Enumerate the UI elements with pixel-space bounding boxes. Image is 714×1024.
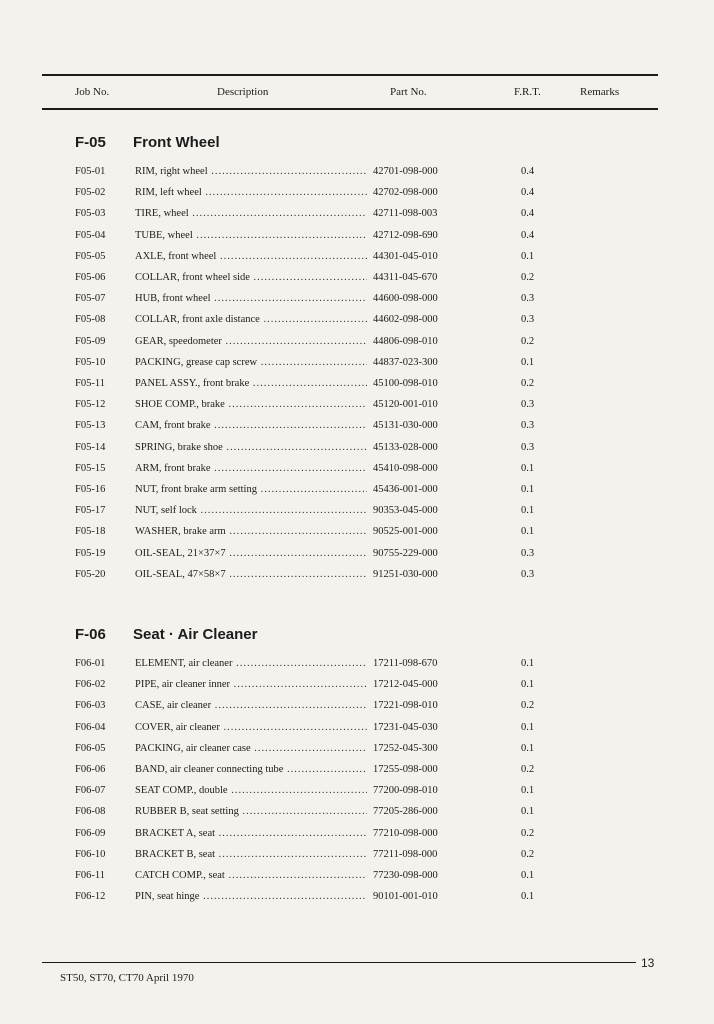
table-row — [0, 208, 714, 230]
frt-value: 0.1 — [521, 484, 535, 495]
description: SPRING, brake shoe ..... — [135, 442, 367, 453]
table-row — [0, 484, 714, 506]
table-row — [0, 399, 714, 421]
table-row — [0, 891, 714, 913]
frt-value: 0.2 — [521, 700, 535, 712]
description: ELEMENT, air cleaner ..... — [135, 658, 367, 669]
frt-value: 0.2 — [521, 848, 535, 860]
part-number: 17212-045-000 — [373, 679, 438, 691]
job-number: F05-07 — [75, 293, 106, 305]
part-number: 42711-098-003 — [373, 208, 438, 220]
frt-value: 0.4 — [521, 187, 535, 199]
table-row — [0, 187, 714, 209]
description: RIM, right wheel ..... — [135, 166, 367, 177]
part-number: 90755-229-000 — [373, 547, 438, 559]
part-number: 42701-098-000 — [373, 166, 438, 177]
table-row — [0, 722, 714, 744]
part-number: 45410-098-000 — [373, 462, 438, 474]
job-number: F06-03 — [75, 700, 106, 712]
frt-value: 0.1 — [521, 785, 535, 797]
part-number: 77205-286-000 — [373, 806, 438, 818]
job-number: F05-18 — [75, 526, 106, 538]
section-title — [75, 134, 220, 151]
description: WASHER, brake arm ..... — [135, 526, 367, 537]
job-number: F05-13 — [75, 420, 106, 432]
frt-value: 0.4 — [521, 166, 535, 177]
frt-value: 0.2 — [521, 764, 535, 775]
page-number: 13 — [641, 956, 655, 970]
table-row — [0, 357, 714, 379]
table-row — [0, 505, 714, 527]
frt-value: 0.3 — [521, 293, 535, 305]
table-row — [0, 442, 714, 464]
description: TUBE, wheel ..... — [135, 230, 367, 241]
part-number: 45133-028-000 — [373, 441, 438, 453]
part-number: 44806-098-010 — [373, 335, 438, 347]
table-row — [0, 314, 714, 336]
job-number: F05-01 — [75, 166, 106, 177]
description: OIL-SEAL, 21×37×7 ..... — [135, 548, 367, 559]
part-number: 45131-030-000 — [373, 420, 438, 432]
frt-value: 0.1 — [521, 526, 535, 538]
description: RUBBER B, seat setting ..... — [135, 806, 367, 817]
job-number: F05-06 — [75, 272, 106, 283]
table-row — [0, 378, 714, 400]
job-number: F06-01 — [75, 658, 106, 669]
job-number: F05-11 — [75, 378, 105, 389]
part-number: 90101-001-010 — [373, 891, 438, 903]
description: SHOE COMP., brake ..... — [135, 399, 367, 410]
job-number: F05-12 — [75, 399, 106, 411]
table-row — [0, 251, 714, 273]
job-number: F06-06 — [75, 764, 106, 775]
job-number: F05-10 — [75, 356, 106, 368]
header-part-no: Part No. — [390, 86, 427, 98]
description: AXLE, front wheel ..... — [135, 251, 367, 262]
part-number: 45100-098-010 — [373, 378, 438, 389]
part-number: 77230-098-000 — [373, 870, 438, 881]
description: OIL-SEAL, 47×58×7 ..... — [135, 569, 367, 580]
part-number: 17252-045-300 — [373, 742, 438, 754]
description: PIN, seat hinge ..... — [135, 891, 367, 902]
frt-value: 0.3 — [521, 568, 535, 580]
part-number: 77210-098-000 — [373, 827, 438, 839]
part-number: 42712-098-690 — [373, 229, 438, 241]
table-row — [0, 463, 714, 485]
header-frt: F.R.T. — [514, 86, 541, 98]
description: CATCH COMP., seat ..... — [135, 870, 367, 881]
table-row — [0, 785, 714, 807]
table-row — [0, 700, 714, 722]
description: SEAT COMP., double ..... — [135, 785, 367, 796]
part-number: 91251-030-000 — [373, 568, 438, 580]
job-number: F06-02 — [75, 679, 106, 691]
description: PANEL ASSY., front brake ..... — [135, 378, 367, 389]
frt-value: 0.4 — [521, 208, 535, 220]
header-top-rule — [42, 74, 658, 76]
frt-value: 0.3 — [521, 547, 535, 559]
part-number: 17231-045-030 — [373, 721, 438, 733]
description: BAND, air cleaner connecting tube ..... — [135, 764, 367, 775]
frt-value: 0.1 — [521, 658, 535, 669]
table-row — [0, 743, 714, 765]
frt-value: 0.2 — [521, 378, 535, 389]
section-name: Seat · Air Cleaner — [133, 626, 258, 643]
job-number: F06-09 — [75, 827, 106, 839]
part-number: 44837-023-300 — [373, 356, 438, 368]
frt-value: 0.1 — [521, 870, 535, 881]
frt-value: 0.3 — [521, 314, 535, 326]
description: RIM, left wheel ..... — [135, 187, 367, 198]
description: PACKING, air cleaner case ..... — [135, 743, 367, 754]
frt-value: 0.2 — [521, 827, 535, 839]
part-number: 44301-045-010 — [373, 250, 438, 262]
frt-value: 0.1 — [521, 721, 535, 733]
description: COLLAR, front wheel side ..... — [135, 272, 367, 283]
job-number: F05-05 — [75, 250, 106, 262]
job-number: F05-02 — [75, 187, 106, 199]
job-number: F06-07 — [75, 785, 106, 797]
job-number: F05-16 — [75, 484, 106, 495]
part-number: 44311-045-670 — [373, 272, 438, 283]
job-number: F05-03 — [75, 208, 106, 220]
description: COLLAR, front axle distance ..... — [135, 314, 367, 325]
job-number: F06-08 — [75, 806, 106, 818]
header-bottom-rule — [42, 108, 658, 110]
table-row — [0, 828, 714, 850]
frt-value: 0.1 — [521, 505, 535, 517]
frt-value: 0.3 — [521, 420, 535, 432]
section-code: F-06 — [75, 626, 106, 643]
table-row — [0, 272, 714, 294]
part-number: 17211-098-670 — [373, 658, 438, 669]
job-number: F06-11 — [75, 870, 105, 881]
job-number: F05-17 — [75, 505, 106, 517]
footer-rule — [42, 962, 636, 963]
description: BRACKET A, seat ..... — [135, 828, 367, 839]
frt-value: 0.3 — [521, 441, 535, 453]
job-number: F05-09 — [75, 335, 106, 347]
job-number: F06-05 — [75, 742, 106, 754]
frt-value: 0.3 — [521, 399, 535, 411]
table-row — [0, 658, 714, 680]
description: GEAR, speedometer ..... — [135, 336, 367, 347]
header-remarks: Remarks — [580, 86, 620, 98]
table-row — [0, 548, 714, 570]
table-row — [0, 336, 714, 358]
table-row — [0, 230, 714, 252]
table-row — [0, 569, 714, 591]
job-number: F05-19 — [75, 547, 106, 559]
description: ARM, front brake ..... — [135, 463, 367, 474]
part-number: 77200-098-010 — [373, 785, 438, 797]
description: PIPE, air cleaner inner ..... — [135, 679, 367, 690]
job-number: F05-08 — [75, 314, 106, 326]
job-number: F06-04 — [75, 721, 106, 733]
part-number: 77211-098-000 — [373, 848, 438, 860]
frt-value: 0.4 — [521, 229, 535, 241]
section-code: F-05 — [75, 134, 106, 151]
frt-value: 0.2 — [521, 335, 535, 347]
section-name: Front Wheel — [133, 134, 220, 151]
header-description: Description — [217, 86, 269, 98]
frt-value: 0.1 — [521, 742, 535, 754]
part-number: 45436-001-000 — [373, 484, 438, 495]
description: CASE, air cleaner ..... — [135, 700, 367, 711]
table-row — [0, 293, 714, 315]
table-row — [0, 420, 714, 442]
footer-models: ST50, ST70, CT70 April 1970 — [60, 972, 194, 984]
description: NUT, self lock ..... — [135, 505, 367, 516]
table-row — [0, 166, 714, 188]
section-title — [75, 626, 258, 643]
description: NUT, front brake arm setting ..... — [135, 484, 367, 495]
table-row — [0, 806, 714, 828]
part-number: 45120-001-010 — [373, 399, 438, 411]
job-number: F06-10 — [75, 848, 106, 860]
frt-value: 0.1 — [521, 356, 535, 368]
frt-value: 0.1 — [521, 891, 535, 903]
part-number: 17221-098-010 — [373, 700, 438, 712]
part-number: 44600-098-000 — [373, 293, 438, 305]
table-row — [0, 870, 714, 892]
part-number: 44602-098-000 — [373, 314, 438, 326]
part-number: 90353-045-000 — [373, 505, 438, 517]
description: BRACKET B, seat ..... — [135, 849, 367, 860]
frt-value: 0.1 — [521, 679, 535, 691]
table-row — [0, 764, 714, 786]
table-row — [0, 849, 714, 871]
table-row — [0, 526, 714, 548]
frt-value: 0.2 — [521, 272, 535, 283]
description: COVER, air cleaner ..... — [135, 722, 367, 733]
frt-value: 0.1 — [521, 250, 535, 262]
table-row — [0, 679, 714, 701]
header-job-no: Job No. — [75, 86, 110, 98]
frt-value: 0.1 — [521, 806, 535, 818]
description: CAM, front brake ..... — [135, 420, 367, 431]
job-number: F05-15 — [75, 462, 106, 474]
job-number: F05-14 — [75, 441, 106, 453]
description: PACKING, grease cap screw ..... — [135, 357, 367, 368]
part-number: 90525-001-000 — [373, 526, 438, 538]
part-number: 17255-098-000 — [373, 764, 438, 775]
job-number: F05-04 — [75, 229, 106, 241]
job-number: F06-12 — [75, 891, 106, 903]
description: TIRE, wheel ..... — [135, 208, 367, 219]
part-number: 42702-098-000 — [373, 187, 438, 199]
job-number: F05-20 — [75, 568, 106, 580]
frt-value: 0.1 — [521, 462, 535, 474]
description: HUB, front wheel ..... — [135, 293, 367, 304]
